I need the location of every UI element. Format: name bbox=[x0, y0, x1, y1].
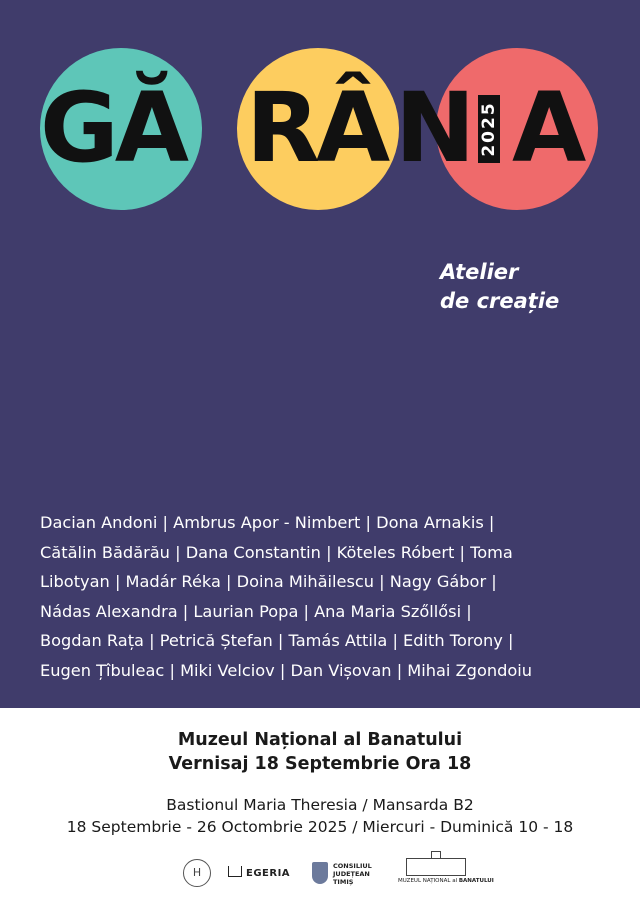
artist-line: Cătălin Bădărău | Dana Constantin | Köteles Róbert | Toma bbox=[40, 542, 513, 562]
subtitle bbox=[440, 258, 559, 316]
title-syllable-ra: RÂ bbox=[246, 72, 387, 184]
title-syllable-ga: GĂ bbox=[40, 72, 186, 184]
egeria-logo bbox=[228, 865, 290, 899]
museum-label bbox=[398, 878, 494, 885]
title-syllable-a: A bbox=[512, 72, 583, 184]
house-icon bbox=[228, 866, 242, 877]
museum-label-bold: BANATULUI bbox=[458, 878, 494, 884]
sponsor-logos bbox=[0, 856, 640, 892]
event-details bbox=[0, 794, 640, 838]
county-council-label bbox=[333, 862, 372, 886]
artist-line: Eugen Țîbuleac | Miki Velciov | Dan Vișovan | Mihai Zgondoiu bbox=[40, 660, 533, 680]
artist-line: Libotyan | Madár Réka | Doina Mihăilescu | Nagy Gábor | bbox=[40, 572, 497, 591]
opening-info: Vernisaj 18 Septembrie Ora 18 bbox=[168, 754, 472, 774]
venue-name: Muzeul Național al Banatului bbox=[177, 730, 463, 750]
cj-line: JUDEȚEAN bbox=[333, 870, 370, 878]
poster-footer bbox=[0, 708, 640, 906]
cj-line: CONSILIUL bbox=[333, 862, 372, 870]
artist-line: Bogdan Rața | Petrică Ștefan | Tamás Attila | Edith Torony | bbox=[40, 631, 514, 650]
egeria-label: EGERIA bbox=[246, 868, 291, 879]
venue-heading bbox=[0, 728, 640, 776]
artist-list bbox=[40, 508, 615, 685]
museum-label-prefix: MUZEUL NAȚIONAL al bbox=[398, 878, 458, 884]
subtitle-line-2: de creație bbox=[440, 289, 560, 313]
subtitle-line-1: Atelier bbox=[440, 260, 519, 284]
location: Bastionul Maria Theresia / Mansarda B2 bbox=[166, 796, 474, 814]
artist-line: Dacian Andoni | Ambrus Apor - Nimbert | Dona Arnakis | bbox=[40, 513, 495, 532]
year-badge: 2025 bbox=[478, 95, 500, 163]
title-syllable-n: N bbox=[395, 72, 472, 184]
cj-line: TIMIȘ bbox=[333, 878, 354, 886]
shield-icon bbox=[312, 862, 328, 884]
artist-line: Nádas Alexandra | Laurian Popa | Ana Maria Szőllősi | bbox=[40, 601, 472, 621]
museum-logo bbox=[398, 858, 494, 892]
museum-building-icon bbox=[406, 858, 466, 876]
seal-logo: H bbox=[183, 859, 211, 887]
schedule: 18 Septembrie - 26 Octombrie 2025 / Miercuri - Duminică 10 - 18 bbox=[66, 818, 574, 836]
